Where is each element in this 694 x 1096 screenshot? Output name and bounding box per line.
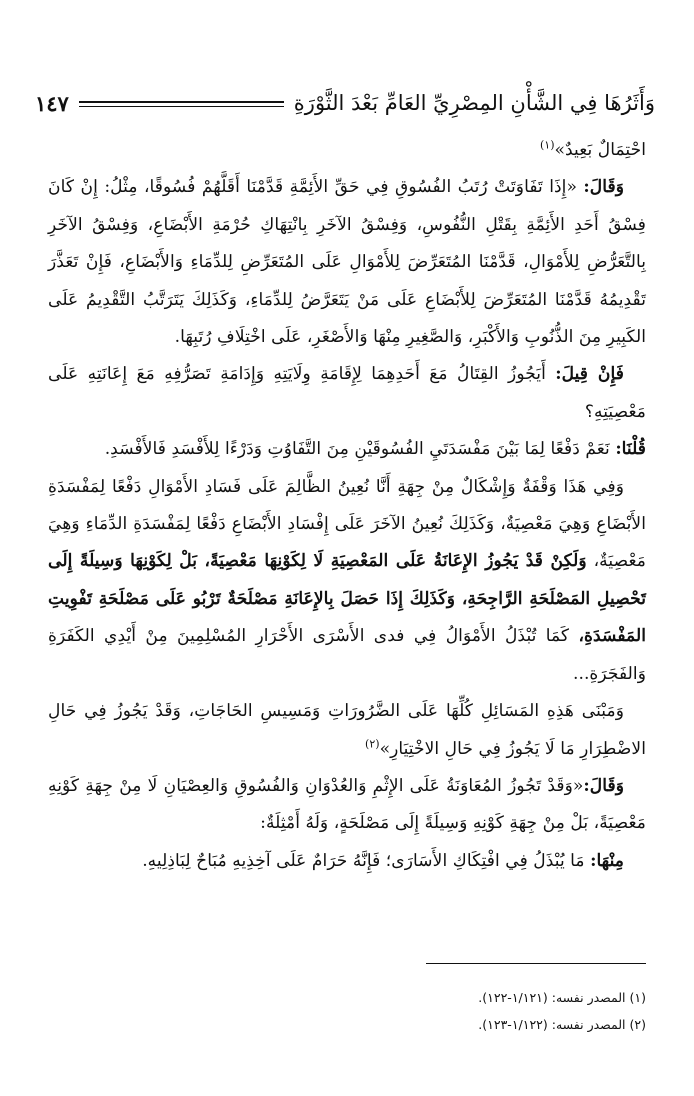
- running-title: وَأَثَرُهَا فِي الشَّأْنِ المِصْرِيِّ العَامِّ بَعْدَ الثَّوْرَةِ: [293, 90, 655, 115]
- paragraph-5: وَفِي هَذَا وَقْفَةٌ وَإِشْكَالٌ مِنْ جِهَةِ أَنَّا نُعِينُ الظَّالِمَ عَلَى فَسَادِ الأَمْوَالِ دَفْعًا لِمَفْسَدَةِ الأَبْضَاعِ وَهِيَ مَعْصِيَةٌ، وَكَذَلِكَ نُعِينُ الآخَرَ عَلَى إِفْسَادِ الأَبْضَاعِ دَفْعًا لِمَفْسَدَةِ الدِّمَاءِ وَهِيَ مَعْصِيَةٌ، وَلَكِنْ قَدْ يَجُوزُ الإِعَانَةُ عَلَى المَعْصِيَةِ لَا لِكَوْنِهَا مَعْصِيَةً، بَلْ لِكَوْنِهَا وَسِيلَةً إِلَى تَحْصِيلِ المَصْلَحَةِ الرَّاجِحَةِ، وَكَذَلِكَ إِذَا حَصَلَ بِالإِعَانَةِ مَصْلَحَةٌ تَرْبُو عَلَى مَصْلَحَةِ تَفْوِيتِ المَفْسَدَةِ، كَمَا تُبْذَلُ الأَمْوَالُ فِي فدى الأَسْرَى الأَحْرَارِ المُسْلِمِينَ مِنْ أَيْدِي الكَفَرَةِ وَالفَجَرَةِ...: [48, 476, 646, 684]
- body-text: [48, 132, 646, 880]
- paragraph-2: وَقَالَ: «إِذَا تَفَاوَتَتْ رُتَبُ الفُسُوقِ فِي حَقِّ الأَئِمَّةِ قَدَّمْنَا أَقَلَّهُمْ فُسُوقًا، مِثْلُ: إِنْ كَانَ فِسْقُ أَحَدِ الأَئِمَّةِ بِقَتْلِ النُّفُوسِ، وَفِسْقُ الآخَرِ بِانْتِهَاكِ حُرْمَةِ الأَبْضَاعِ، وَفِسْقُ الآخَرِ بِالتَّعَرُّضِ لِلأَمْوَالِ، قَدَّمْنَا المُتَعَرِّضَ لِلأَمْوَالِ عَلَى المُتَعَرِّضِ لِلدِّمَاءِ وَالأَبْضَاعِ، فَإِنْ تَعَذَّرَ تَقْدِيمُهُ قَدَّمْنَا المُتَعَرِّضَ لِلأَبْضَاعِ عَلَى مَنْ يَتَعَرَّضُ لِلدِّمَاءِ، وَكَذَلِكَ يَتَرَتَّبُ التَّقْدِيمُ عَلَى الكَبِيرِ مِنَ الذُّنُوبِ وَالأَكْبَرِ، وَالصَّغِيرِ مِنْهَا وَالأَصْغَرِ، عَلَى اخْتِلَافِ رُتَبِهَا.: [48, 177, 646, 348]
- paragraph-lead: وَقَالَ:: [583, 177, 624, 198]
- paragraph-1: احْتِمَالٌ بَعِيدٌ»$^{(١)}$: [539, 138, 646, 160]
- page-number: ١٤٧: [35, 90, 69, 116]
- paragraph-lead: قُلْنَا:: [615, 439, 646, 460]
- footnote-2: (٢) المصدر نفسه: (١/١٢٢-١٢٣).: [478, 1017, 646, 1032]
- paragraph-8: مِنْهَا: مَا يُبْذَلُ فِي افْتِكَاكِ الأَسَارَى؛ فَإِنَّهُ حَرَامٌ عَلَى آخِذِيهِ مُبَاحٌ لِبَاذِلِيهِ.: [142, 850, 624, 871]
- footnote-ref-1: (١): [539, 138, 555, 152]
- header-rule: [79, 101, 284, 107]
- emphasized-text: وَلَكِنْ قَدْ يَجُوزُ الإِعَانَةُ عَلَى المَعْصِيَةِ لَا لِكَوْنِهَا مَعْصِيَةً، بَلْ لِكَوْنِهَا وَسِيلَةً إِلَى تَحْصِيلِ المَصْلَحَةِ الرَّاجِحَةِ، وَكَذَلِكَ إِذَا حَصَلَ بِالإِعَانَةِ مَصْلَحَةٌ تَرْبُو عَلَى مَصْلَحَةِ تَفْوِيتِ المَفْسَدَةِ،: [48, 551, 646, 647]
- footnote-1: (١) المصدر نفسه: (١/١٢١-١٢٢).: [478, 990, 646, 1005]
- paragraph-lead: مِنْهَا:: [590, 850, 624, 871]
- paragraph-4: قُلْنَا: نَعَمْ دَفْعًا لِمَا بَيْنَ مَفْسَدَتَيِ الفُسُوقَيْنِ مِنَ التَّفَاوُتِ وَدَرْءًا لِلأَفْسَدِ فَالأَفْسَدِ.: [104, 439, 646, 460]
- footnote-ref-2: (٢): [365, 736, 380, 750]
- paragraph-lead: فَإِنْ قِيلَ:: [555, 364, 624, 385]
- paragraph-3: فَإِنْ قِيلَ: أَيَجُوزُ القِتَالُ مَعَ أَحَدِهِمَا لِإِقَامَةِ وِلَايَتِهِ وَإِدَامَةِ تَصَرُّفِهِ مَعَ إِعَانَتِهِ عَلَى مَعْصِيَتِهِ؟: [48, 364, 646, 422]
- page-header: [35, 74, 655, 116]
- footnotes: [48, 984, 646, 1038]
- paragraph-7: وَقَالَ:«وَقَدْ تَجُوزُ المُعَاوَنَةُ عَلَى الإِثْمِ وَالعُدْوَانِ وَالفُسُوقِ وَالعِصْيَانِ لَا مِنْ جِهَةِ كَوْنِهِ مَعْصِيَةً، بَلْ مِنْ جِهَةِ كَوْنِهِ وَسِيلَةً إِلَى مَصْلَحَةٍ، وَلَهُ أَمْثِلَةٌ:: [48, 775, 646, 834]
- footnote-separator: [426, 963, 646, 964]
- paragraph-lead: وَقَالَ:: [583, 775, 624, 796]
- paragraph-6: وَمَبْنَى هَذِهِ المَسَائِلِ كُلِّهَا عَلَى الضَّرُورَاتِ وَمَسِيسِ الحَاجَاتِ، وَقَدْ يَجُوزُ فِي حَالِ الاضْطِرَارِ مَا لَا يَجُوزُ فِي حَالِ الاخْتِيَارِ»$^{(٢)}$: [48, 701, 646, 759]
